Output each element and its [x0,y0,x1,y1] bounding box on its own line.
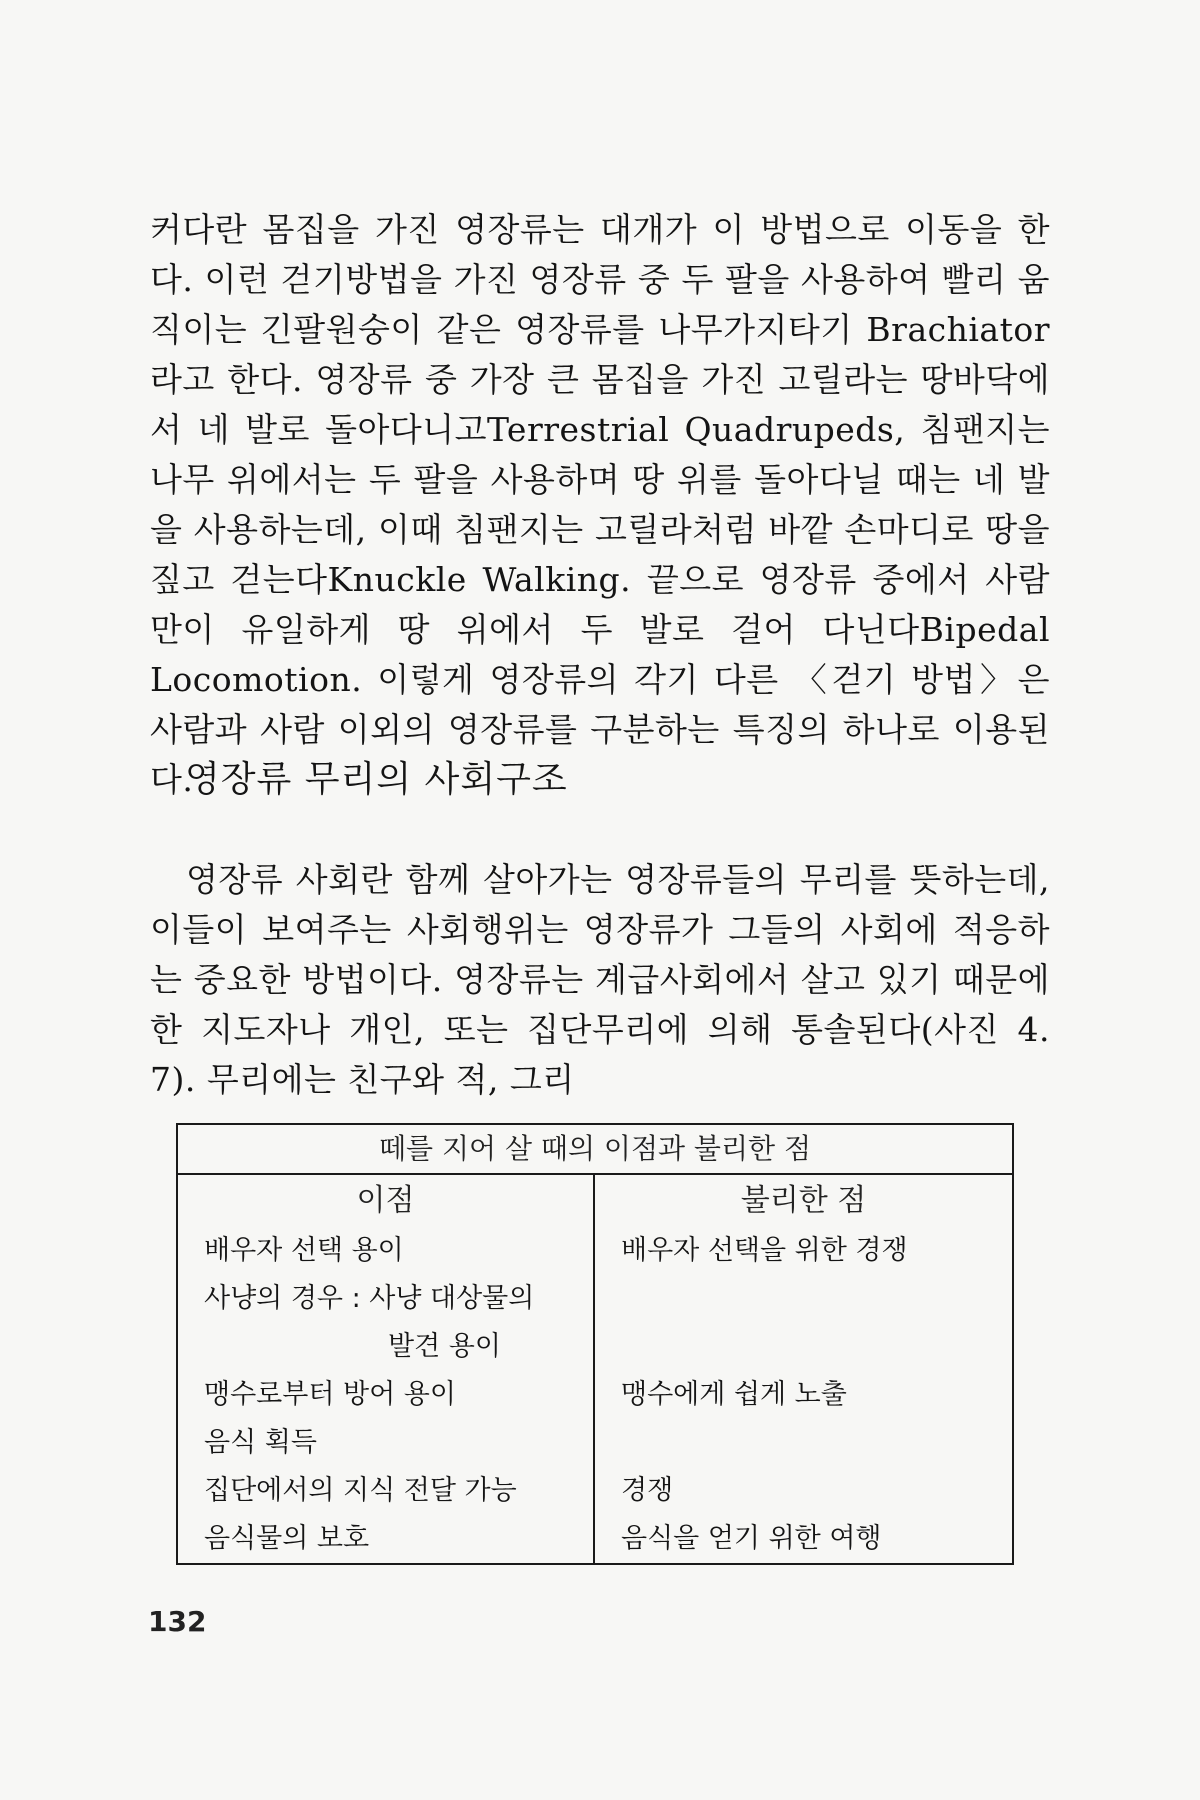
disadvantage-row: 음식을 얻기 위한 여행 [621,1523,882,1554]
disadvantage-row: 맹수에게 쉽게 노출 [621,1379,847,1410]
table-title: 떼를 지어 살 때의 이점과 불리한 점 [178,1125,1012,1175]
disadvantage-row: 경쟁 [621,1475,674,1506]
table-columns [178,1175,1012,1563]
advantage-row: 음식물의 보호 [204,1523,370,1554]
body-paragraph-social-structure: 영장류 사회란 함께 살아가는 영장류들의 무리를 뜻하는데, 이들이 보여주는 사회행위는 영장류가 그들의 사회에 적응하는 중요한 방법이다. 영장류는 계급사회에서 살고 있기 때문에 한 지도자나 개인, 또는 집단무리에 의해 통솔된다(사진 4. 7). 무리에는 친구와 적, 그리 [150,860,1050,1099]
advantage-row: 맹수로부터 방어 용이 [204,1379,456,1410]
advantages-header: 이점 [356,1183,415,1218]
pros-cons-table [176,1123,1014,1565]
disadvantage-row [595,1275,1012,1323]
advantage-row: 사냥의 경우 : 사냥 대상물의 [204,1283,535,1314]
disadvantage-row: 배우자 선택을 위한 경쟁 [621,1235,908,1266]
disadvantages-header: 불리한 점 [740,1183,867,1218]
page-number: 132 [148,1605,207,1638]
advantages-column [178,1175,595,1563]
body-paragraph-locomotion: 커다란 몸집을 가진 영장류는 대개가 이 방법으로 이동을 한다. 이런 걷기방법을 가진 영장류 중 두 팔을 사용하여 빨리 움직이는 긴팔원숭이 같은 영장류를 나무가지타기 Brachiator라고 한다. 영장류 중 가장 큰 몸집을 가진 고릴라는 땅바닥에서 네 발로 돌아다니고Terrestrial Quadrupeds, 침팬지는 나무 위에서는 두 팔을 사용하며 땅 위를 돌아다닐 때는 네 발을 사용하는데, 이때 침팬지는 고릴라처럼 바깥 손마디로 땅을 짚고 걷는다Knuckle Walking. 끝으로 영장류 중에서 사람만이 유일하게 땅 위에서 두 발로 걸어 다닌다Bipedal Locomotion. 이렇게 영장류의 각기 다른 〈걷기 방법〉은 사람과 사람 이외의 영장류를 구분하는 특징의 하나로 이용된다. [150,210,1050,799]
section-heading: 영장류 무리의 사회구조 [185,759,568,800]
advantage-row: 발견 용이 [388,1331,501,1362]
disadvantage-row [595,1419,1012,1467]
advantage-row: 배우자 선택 용이 [204,1235,404,1266]
advantage-row: 집단에서의 지식 전달 가능 [204,1475,517,1506]
advantage-row: 음식 획득 [204,1427,317,1458]
disadvantages-column [595,1175,1012,1563]
disadvantage-row [595,1323,1012,1371]
